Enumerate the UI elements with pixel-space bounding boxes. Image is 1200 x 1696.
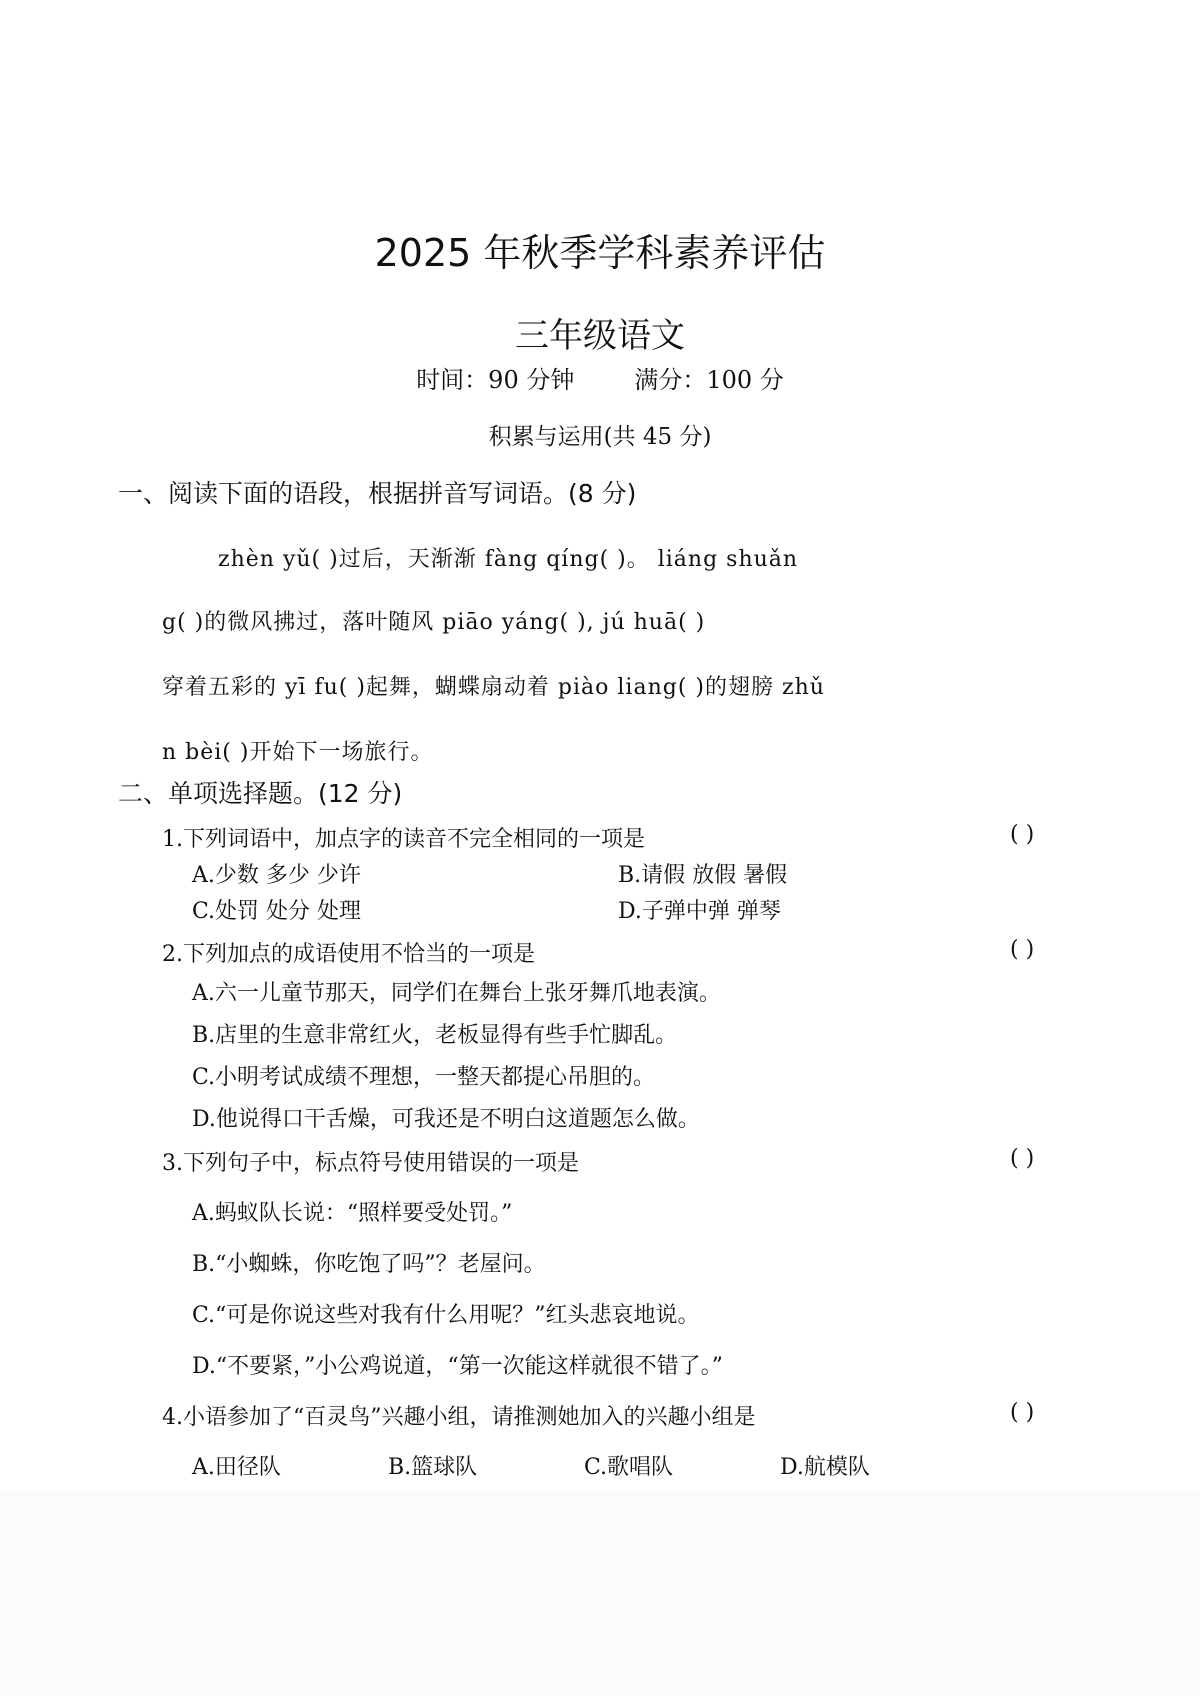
exam-subject: 三年级语文 xyxy=(515,316,685,356)
q3-option-c: C.“可是你说这些对我有什么用呢？”红头悲哀地说。 xyxy=(192,1303,700,1328)
q3-answer-paren: ( ) xyxy=(1010,1146,1035,1171)
section1-heading: 一、阅读下面的语段，根据拼音写词语。(8 分) xyxy=(118,479,637,508)
pinyin-line-3: 穿着五彩的 yī fu( )起舞，蝴蝶扇动着 piào liang( )的翅膀 zhǔ xyxy=(162,675,825,700)
pinyin-line-2: g( )的微风拂过，落叶随风 piāo yáng( ), jú huā( ) xyxy=(162,610,706,635)
q2-option-d: D.他说得口干舌燥，可我还是不明白这道题怎么做。 xyxy=(192,1107,700,1132)
q2-stem: 2.下列加点的成语使用不恰当的一项是 xyxy=(162,942,535,967)
q1-option-a: A.少数 多少 少许 xyxy=(192,863,361,888)
section2-heading: 二、单项选择题。(12 分) xyxy=(118,779,403,808)
q1-option-b: B.请假 放假 暑假 xyxy=(618,863,788,888)
q4-answer-paren: ( ) xyxy=(1010,1400,1035,1425)
q4-stem: 4.小语参加了“百灵鸟”兴趣小组，请推测她加入的兴趣小组是 xyxy=(162,1405,756,1430)
q4-option-b: B.篮球队 xyxy=(388,1455,478,1480)
part-heading: 积累与运用(共 45 分) xyxy=(488,424,712,450)
score-label: 满分：100 分 xyxy=(634,366,784,394)
q2-option-c: C.小明考试成绩不理想，一整天都提心吊胆的。 xyxy=(192,1065,656,1090)
q3-option-a: A.蚂蚁队长说：“照样要受处罚。” xyxy=(192,1201,513,1226)
q2-option-b: B.店里的生意非常红火，老板显得有些手忙脚乱。 xyxy=(192,1023,678,1048)
q4-option-d: D.航模队 xyxy=(780,1455,870,1480)
q3-option-b: B.“小蜘蛛，你吃饱了吗”？老屋问。 xyxy=(192,1252,546,1277)
q3-stem: 3.下列句子中，标点符号使用错误的一项是 xyxy=(162,1151,579,1176)
q1-answer-paren: ( ) xyxy=(1010,822,1035,847)
q2-option-a: A.六一儿童节那天，同学们在舞台上张牙舞爪地表演。 xyxy=(192,981,721,1006)
q1-stem: 1.下列词语中，加点字的读音不完全相同的一项是 xyxy=(162,827,645,852)
time-label: 时间：90 分钟 xyxy=(416,366,575,394)
exam-meta xyxy=(0,360,1200,395)
exam-title: 2025 年秋季学科素养评估 xyxy=(374,231,826,275)
pinyin-line-1: zhèn yǔ( )过后，天渐渐 fàng qíng( )。 liáng shuǎn xyxy=(218,547,799,572)
q3-option-d: D.“不要紧，”小公鸡说道，“第一次能这样就很不错了。” xyxy=(192,1354,723,1379)
q4-option-a: A.田径队 xyxy=(192,1455,281,1480)
q4-option-c: C.歌唱队 xyxy=(584,1455,674,1480)
page-bottom-margin xyxy=(0,1490,1200,1696)
q1-option-c: C.处罚 处分 处理 xyxy=(192,899,362,924)
q2-answer-paren: ( ) xyxy=(1010,937,1035,962)
q1-option-d: D.子弹中弹 弹琴 xyxy=(618,899,781,924)
pinyin-line-4: n bèi( )开始下一场旅行。 xyxy=(162,740,434,765)
